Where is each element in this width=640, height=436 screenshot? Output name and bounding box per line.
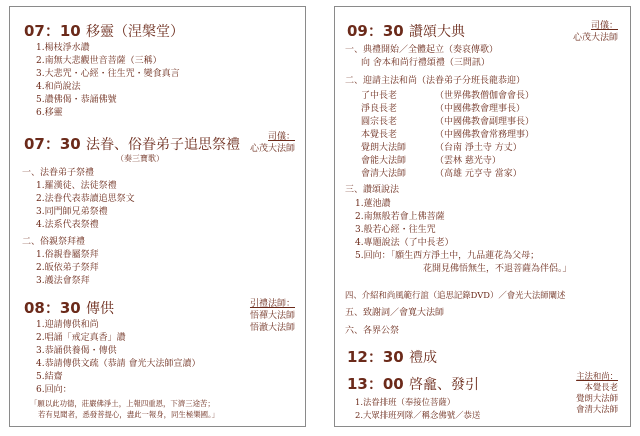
list-item: 1.蓮池讚 — [355, 199, 391, 209]
list-item: 1.俗親眷屬祭拜 — [36, 250, 99, 260]
section-title: 禮成 — [408, 350, 437, 366]
host-name: 會清大法師 — [576, 404, 618, 414]
section-title: 傳供 — [85, 301, 114, 317]
dedication-verse — [30, 398, 219, 420]
host-name: 淨良長老 — [361, 104, 398, 114]
list-item: 5.讚佛偈・恭誦佛號 — [36, 95, 117, 105]
host-name: 覺朗大法師 — [576, 393, 618, 403]
officiant-name: 心茂大法師 — [249, 144, 295, 154]
host-name: 了中長老 — [361, 91, 398, 101]
item-list — [36, 249, 99, 288]
list-item: 2.南無般若會上佛菩薩 — [355, 212, 445, 222]
section-title: 啓龕、發引 — [408, 377, 479, 393]
host-row — [361, 142, 534, 155]
section-heading — [24, 297, 114, 318]
section-heading — [347, 346, 437, 367]
host-name: 會能大法師 — [361, 156, 407, 166]
right-program-panel — [334, 6, 631, 427]
group-line: 向 舍本和尚行禮頌禮（三問訊） — [361, 58, 490, 68]
verse-line: 花開見佛悟無生，不退菩薩為伴侶。」 — [423, 264, 572, 274]
officiant-label: 司儀： — [590, 21, 618, 31]
list-item: 1.羅漢徒、法徒祭禮 — [36, 181, 117, 191]
list-item: 6.移靈 — [36, 108, 63, 118]
list-item: 4.恭請傳供文疏（恭請 會光大法師宣讀） — [36, 359, 201, 369]
list-item: 3.恭誦供養偈・傳供 — [36, 346, 117, 356]
list-item: 6.回向： — [36, 385, 72, 395]
section-time: 09：30 — [347, 22, 404, 40]
host-name: 圓宗長老 — [361, 117, 398, 127]
section-heading — [24, 133, 240, 154]
list-item: 4.和尚說法 — [36, 82, 81, 92]
list-item: 2.皈依弟子祭拜 — [36, 263, 99, 273]
list-item: 2.法眷代表恭讀追思祭文 — [36, 194, 135, 204]
host-row — [361, 103, 534, 116]
host-row — [361, 129, 534, 142]
host-role: （中國佛教會常務理事） — [435, 130, 535, 140]
host-name: 本覺長老 — [361, 130, 398, 140]
list-item: 2.大眾排班列隊／稱念佛號／恭送 — [355, 410, 481, 420]
guide-label: 引禮法師： — [249, 299, 295, 309]
list-item: 5.回向：「願生西方淨土中，九品蓮花為父母； — [355, 251, 540, 261]
host-name: 會清大法師 — [361, 169, 407, 179]
group-title: 三、讚頌說法 — [345, 185, 400, 195]
officiant-block — [250, 131, 295, 155]
list-item: 5.結齋 — [36, 372, 63, 382]
list-item: 3.般若心經・往生咒 — [355, 225, 436, 235]
list-item: 3.大悲咒・心經・往生咒・變食真言 — [36, 69, 180, 79]
section-time: 07：10 — [24, 22, 81, 40]
section-time: 07：30 — [24, 135, 81, 153]
section-title: 移靈（涅槃堂） — [85, 24, 184, 40]
guide-name: 悟澈大法師 — [249, 323, 295, 333]
section-title: 讚頌大典 — [408, 24, 465, 40]
list-item: 1.迎請傳供和尚 — [36, 320, 99, 330]
item-list — [36, 319, 200, 397]
item-list — [36, 180, 135, 232]
officiant-block — [573, 20, 618, 44]
group-title: 二、迎請主法和尚（法眷弟子分班長龍恭迎） — [345, 76, 526, 86]
group-title: 五、致謝詞／會寬大法師 — [345, 308, 445, 318]
section-title: 法眷、俗眷弟子追思祭禮 — [85, 137, 240, 153]
verse-line: 若有見聞者，悉發菩提心，盡此一報身，同生極樂國。」 — [38, 410, 220, 419]
guide-name: 悟禪大法師 — [249, 311, 295, 321]
host-list — [361, 90, 534, 181]
group-title: 四、介紹和尚風範行誼（追思記錄DVD）／會光大法師闡述 — [345, 290, 566, 300]
verse-line: 「願以此功德，莊嚴佛淨土，上報四重恩，下濟三途苦； — [30, 399, 215, 408]
host-role: （中國佛教會副理事長） — [435, 117, 535, 127]
section-heading — [24, 20, 184, 41]
host-row — [361, 90, 534, 103]
host-role: （中國佛教會理事長） — [435, 104, 526, 114]
list-item: 4.專題說法（了中長老） — [355, 238, 454, 248]
host-role: （高雄 元亨寺 當家） — [435, 169, 522, 179]
item-list — [355, 396, 480, 422]
section-subtitle: （奏三寶歌） — [116, 154, 164, 163]
list-item: 4.法系代表祭禮 — [36, 220, 99, 230]
section-time: 08：30 — [24, 299, 81, 317]
host-block — [576, 371, 618, 415]
section-heading — [347, 373, 479, 394]
group-title: 一、法眷弟子祭禮 — [22, 168, 95, 178]
list-item: 3.同門師兄弟祭禮 — [36, 207, 108, 217]
list-item: 3.護法會祭拜 — [36, 276, 90, 286]
host-row — [361, 116, 534, 129]
section-time: 12：30 — [347, 348, 404, 366]
list-item: 2.南無大悲觀世音菩薩（三稱） — [36, 56, 162, 66]
list-item: 1.法眷排班（奉接位菩薩） — [355, 397, 456, 407]
left-program-panel — [9, 6, 306, 427]
host-row — [361, 155, 534, 168]
section-time: 13：00 — [347, 375, 404, 393]
host-role: （世界佛教僧伽會會長） — [435, 91, 535, 101]
host-name: 本覺長老 — [584, 382, 618, 392]
section-heading — [347, 20, 465, 41]
host-label: 主法和尚： — [576, 371, 618, 381]
list-item: 2.唱誦「戒定真香」讚 — [36, 333, 126, 343]
host-role: （台南 淨土寺 方丈） — [435, 143, 522, 153]
group-title: 二、俗親祭拜禮 — [22, 237, 86, 247]
guide-block — [250, 298, 295, 334]
group-title: 六、各界公祭 — [345, 326, 400, 336]
host-row — [361, 168, 534, 181]
item-list — [355, 198, 539, 263]
officiant-name: 心茂大法師 — [572, 33, 618, 43]
host-role: （雲林 慈光寺） — [435, 156, 501, 166]
group-title: 一、典禮開始／全體起立（奏哀傳歌） — [345, 45, 499, 55]
officiant-label: 司儀： — [267, 132, 295, 142]
list-item: 1.楊枝淨水讚 — [36, 43, 90, 53]
item-list — [36, 42, 180, 120]
host-name: 覺朗大法師 — [361, 143, 407, 153]
